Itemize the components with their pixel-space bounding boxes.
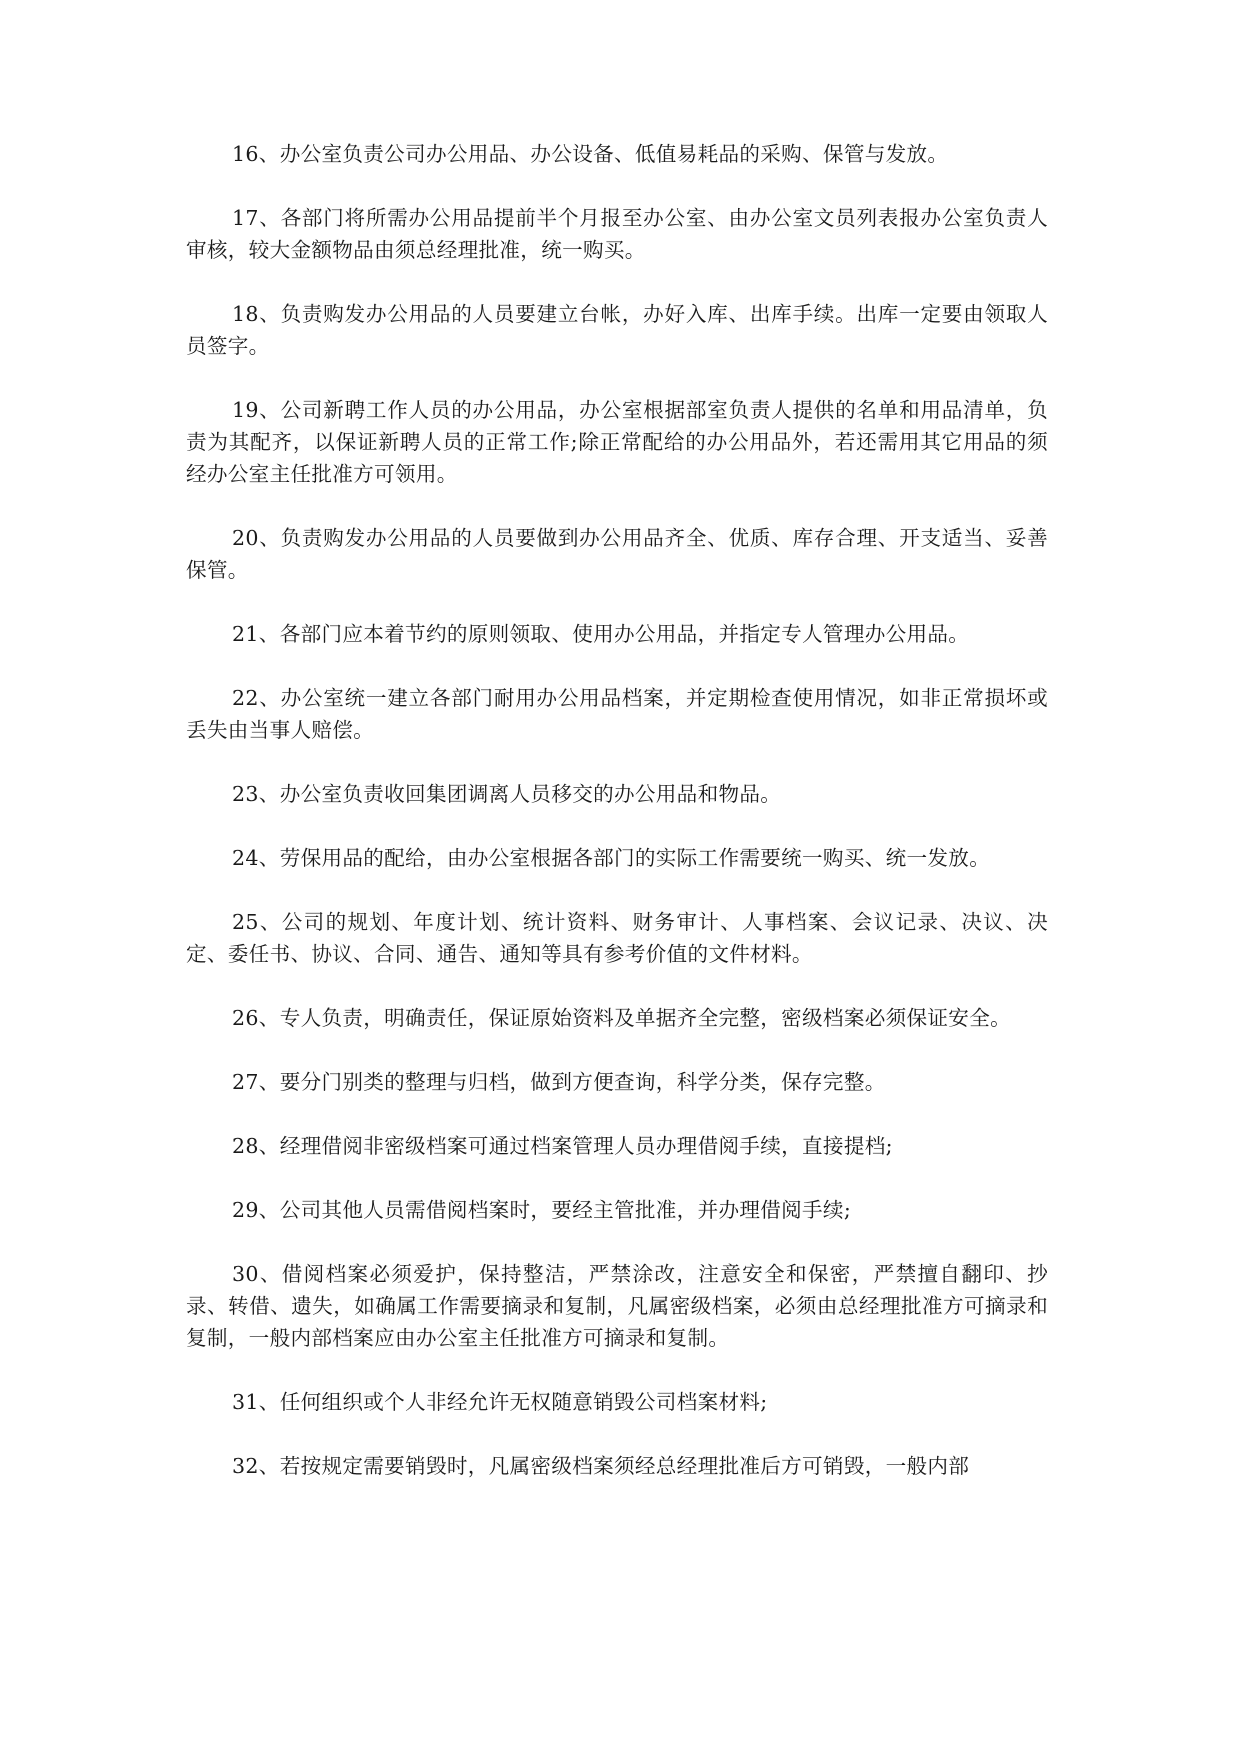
paragraph-26: 26、专人负责，明确责任，保证原始资料及单据齐全完整，密级档案必须保证安全。 (232, 1006, 1011, 1030)
paragraph-27: 27、要分门别类的整理与归档，做到方便查询，科学分类，保存完整。 (232, 1070, 886, 1094)
paragraph-28: 28、经理借阅非密级档案可通过档案管理人员办理借阅手续，直接提档; (232, 1134, 893, 1158)
paragraph-22: 22、办公室统一建立各部门耐用办公用品档案，并定期检查使用情况，如非正常损坏或丢失由当事人赔偿。 (186, 686, 1048, 742)
paragraph-31: 31、任何组织或个人非经允许无权随意销毁公司档案材料; (232, 1390, 768, 1414)
paragraph-20: 20、负责购发办公用品的人员要做到办公用品齐全、优质、库存合理、开支适当、妥善保管。 (186, 526, 1048, 582)
paragraph-23: 23、办公室负责收回集团调离人员移交的办公用品和物品。 (232, 782, 782, 806)
paragraph-32: 32、若按规定需要销毁时，凡属密级档案须经总经理批准后方可销毁，一般内部 (232, 1454, 970, 1478)
paragraph-16: 16、办公室负责公司办公用品、办公设备、低值易耗品的采购、保管与发放。 (232, 142, 949, 166)
paragraph-25: 25、公司的规划、年度计划、统计资料、财务审计、人事档案、会议记录、决议、决定、委任书、协议、合同、通告、通知等具有参考价值的文件材料。 (186, 910, 1048, 966)
paragraph-21: 21、各部门应本着节约的原则领取、使用办公用品，并指定专人管理办公用品。 (232, 622, 970, 646)
paragraph-17: 17、各部门将所需办公用品提前半个月报至办公室、由办公室文员列表报办公室负责人审核，较大金额物品由须总经理批准，统一购买。 (186, 206, 1048, 262)
paragraph-18: 18、负责购发办公用品的人员要建立台帐，办好入库、出库手续。出库一定要由领取人员签字。 (186, 302, 1048, 358)
paragraph-29: 29、公司其他人员需借阅档案时，要经主管批准，并办理借阅手续; (232, 1198, 852, 1222)
paragraph-30: 30、借阅档案必须爱护，保持整洁，严禁涂改，注意安全和保密，严禁擅自翻印、抄录、转借、遗失，如确属工作需要摘录和复制，凡属密级档案，必须由总经理批准方可摘录和复制，一般内部档案应由办公室主任批准方可摘录和复制。 (186, 1262, 1048, 1350)
paragraph-19: 19、公司新聘工作人员的办公用品，办公室根据部室负责人提供的名单和用品清单，负责为其配齐，以保证新聘人员的正常工作;除正常配给的办公用品外，若还需用其它用品的须经办公室主任批准方可领用。 (186, 398, 1048, 486)
paragraph-24: 24、劳保用品的配给，由办公室根据各部门的实际工作需要统一购买、统一发放。 (232, 846, 991, 870)
document-body (186, 138, 1048, 1482)
